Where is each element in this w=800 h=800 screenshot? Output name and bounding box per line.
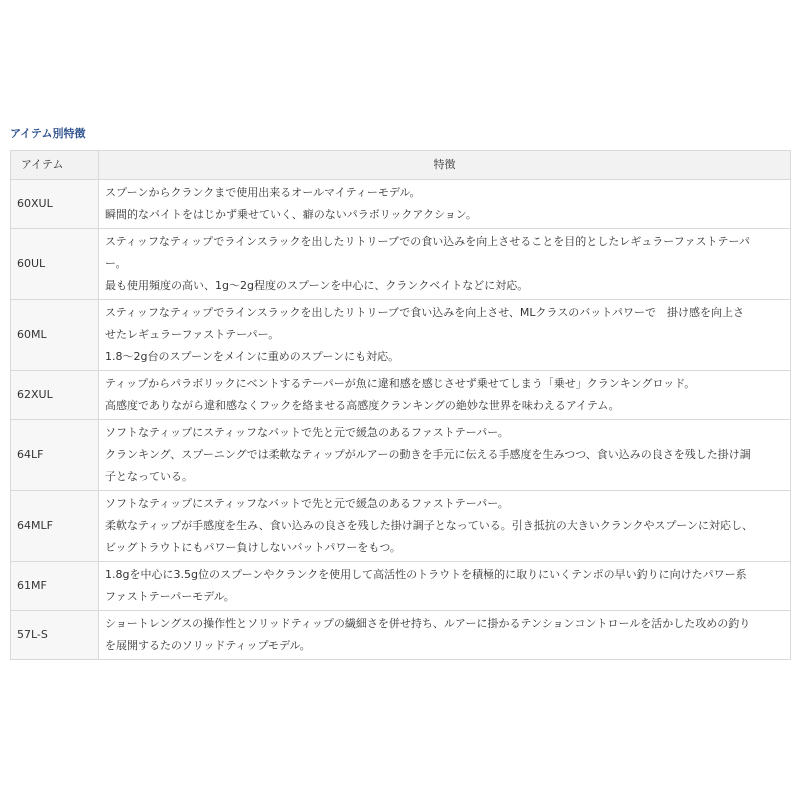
feature-line: ー。 — [105, 257, 127, 270]
feature-cell — [99, 180, 791, 229]
item-name-cell: 61MF — [11, 562, 99, 611]
feature-line: ティップからパラボリックにベントするテーパーが魚に違和感を感じさせず乗せてしまう「乗せ」クランキングロッド。 — [105, 377, 696, 390]
feature-line: 柔軟なティップが手感度を生み、食い込みの良さを残した掛け調子となっている。引き抵抗の大きいクランクやスプーンに対応し、 — [105, 519, 754, 532]
item-features-table — [10, 150, 791, 660]
item-name-cell: 60ML — [11, 300, 99, 371]
table-row — [11, 491, 791, 562]
feature-cell — [99, 420, 791, 491]
item-name-cell: 57L-S — [11, 611, 99, 660]
item-name-cell: 60XUL — [11, 180, 99, 229]
item-name-cell: 64LF — [11, 420, 99, 491]
feature-line: ビッグトラウトにもパワー負けしないバットパワーをもつ。 — [105, 541, 401, 554]
item-name-cell: 62XUL — [11, 371, 99, 420]
table-row — [11, 229, 791, 300]
table-row — [11, 371, 791, 420]
feature-cell — [99, 371, 791, 420]
feature-line: スティッフなティップでラインスラックを出したリトリーブで食い込みを向上させ、MLクラスのバットパワーで 掛け感を向上さ — [105, 306, 744, 319]
table-header-row — [11, 151, 791, 180]
section-title: アイテム別特徴 — [10, 127, 86, 140]
feature-line: スティッフなティップでラインスラックを出したリトリーブでの食い込みを向上させることを目的としたレギュラーファストテーパ — [105, 235, 750, 248]
feature-line: クランキング、スプーニングでは柔軟なティップがルアーの動きを手元に伝える手感度を生みつつ、食い込みの良さを残した掛け調 — [105, 448, 751, 461]
feature-line: スプーンからクランクまで使用出来るオールマイティーモデル。 — [105, 186, 421, 199]
header-item: アイテム — [11, 151, 99, 180]
feature-line: ソフトなティップにスティッフなバットで先と元で緩急のあるファストテーパー。 — [105, 426, 509, 439]
feature-line: ファストテーパーモデル。 — [105, 590, 235, 603]
table-row — [11, 611, 791, 660]
feature-line: せたレギュラーファストテーパー。 — [105, 328, 280, 341]
feature-cell — [99, 491, 791, 562]
feature-cell — [99, 611, 791, 660]
feature-line: 1.8gを中心に3.5g位のスプーンやクランクを使用して高活性のトラウトを積極的に取りにいくテンポの早い釣りに向けたパワー系 — [105, 568, 747, 581]
feature-line: ショートレングスの操作性とソリッドティップの繊細さを併せ持ち、ルアーに掛かるテンションコントロールを活かした攻めの釣り — [105, 617, 751, 630]
feature-cell — [99, 562, 791, 611]
feature-line: 最も使用頻度の高い、1g～2g程度のスプーンを中心に、クランクベイトなどに対応。 — [105, 279, 529, 292]
feature-line: 瞬間的なバイトをはじかず乗せていく、癖のないパラボリックアクション。 — [105, 208, 477, 221]
feature-line: 子となっている。 — [105, 470, 193, 483]
feature-cell — [99, 300, 791, 371]
feature-line: を展開するたのソリッドティップモデル。 — [105, 639, 311, 652]
header-feature: 特徴 — [99, 151, 791, 180]
table-row — [11, 562, 791, 611]
item-name-cell: 64MLF — [11, 491, 99, 562]
table-row — [11, 420, 791, 491]
feature-line: ソフトなティップにスティッフなバットで先と元で緩急のあるファストテーパー。 — [105, 497, 509, 510]
table-row — [11, 300, 791, 371]
feature-line: 1.8～2g台のスプーンをメインに重めのスプーンにも対応。 — [105, 350, 400, 363]
table-body — [11, 180, 791, 660]
feature-line: 高感度でありながら違和感なくフックを絡ませる高感度クランキングの絶妙な世界を味わえるアイテム。 — [105, 399, 620, 412]
feature-cell — [99, 229, 791, 300]
item-name-cell: 60UL — [11, 229, 99, 300]
table-row — [11, 180, 791, 229]
